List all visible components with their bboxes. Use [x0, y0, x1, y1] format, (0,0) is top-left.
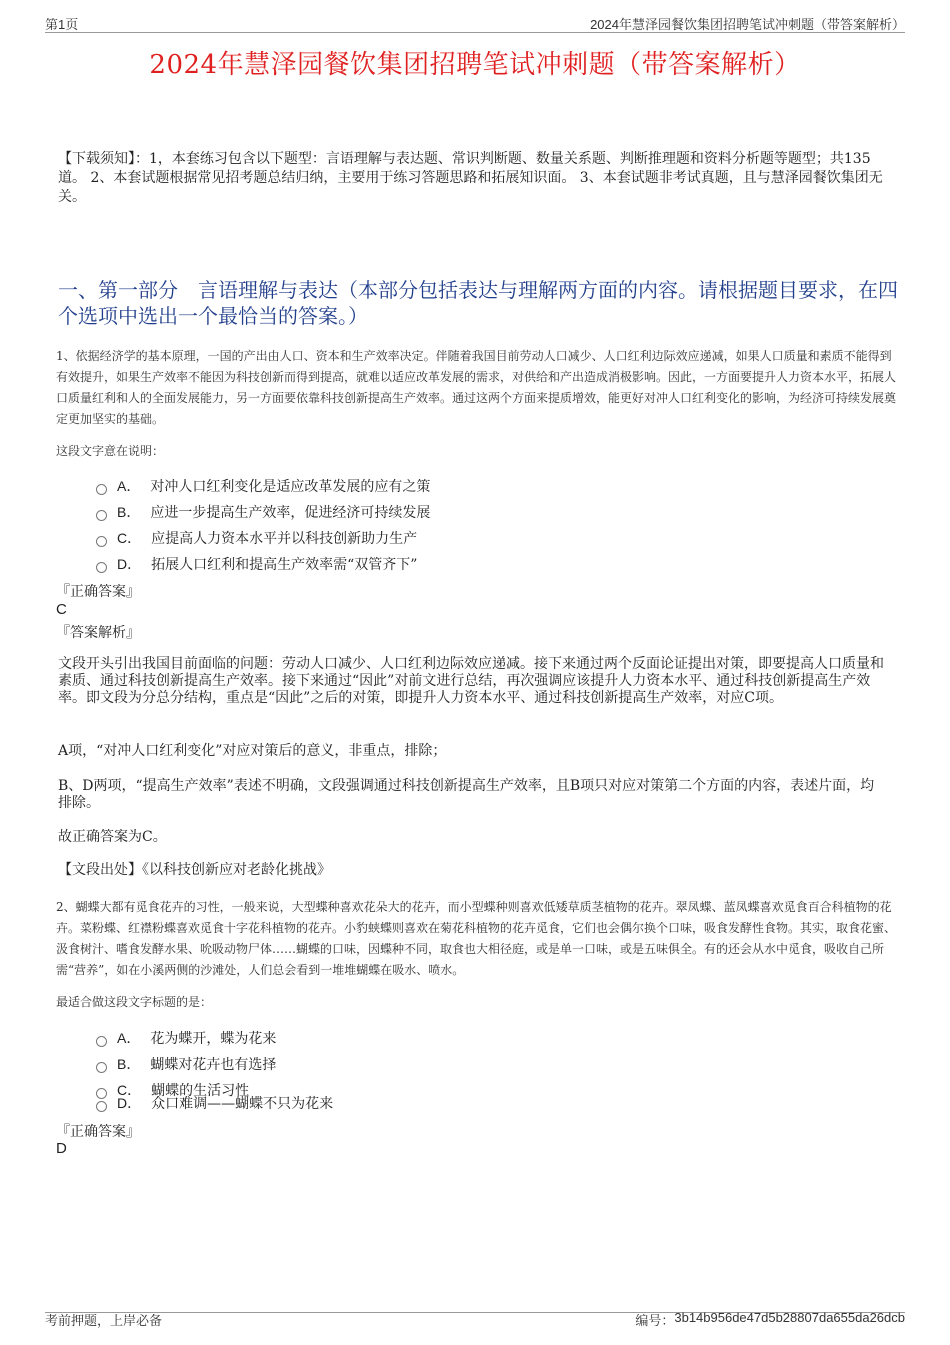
footer-code-value: 3b14b956de47d5b28807da655da26dcb	[674, 1310, 905, 1325]
question-2-prompt: 最适合做这段文字标题的是：	[56, 995, 213, 1009]
radio-icon[interactable]	[96, 484, 107, 495]
q2-answer-label: 『正确答案』	[56, 1124, 140, 1140]
q1-analysis-a: A项，“对冲人口红利变化”对应对策后的意义，非重点，排除；	[58, 743, 447, 759]
q2-answer-value: D	[56, 1140, 67, 1157]
header-divider	[45, 32, 905, 33]
q1-option-c[interactable]: C． 应提高人力资本水平并以科技创新助力生产	[96, 528, 417, 548]
footer-code-label: 编号：	[635, 1314, 675, 1329]
q1-answer-label: 『正确答案』	[56, 584, 140, 600]
q1-analysis-conclusion: 故正确答案为C。	[58, 829, 167, 845]
q2-option-a[interactable]: A． 花为蝶开，蝶为花来	[96, 1028, 276, 1048]
q1-analysis-bd: B、D两项，“提高生产效率”表述不明确，文段强调通过科技创新提高生产效率，且B项只对应对策第二个方面的内容，表述片面，均排除。	[58, 778, 875, 811]
question-1-prompt: 这段文字意在说明：	[56, 444, 165, 458]
page-title: 2024年慧泽园餐饮集团招聘笔试冲刺题（带答案解析）	[149, 50, 801, 80]
radio-icon[interactable]	[96, 1036, 107, 1047]
question-2-text: 2、蝴蝶大都有觅食花卉的习性，一般来说，大型蝶种喜欢花朵大的花卉，而小型蝶种则喜欢低矮草质茎植物的花卉。翠凤蝶、蓝凤蝶喜欢觅食百合科植物的花卉。菜粉蝶、红襟粉蝶喜欢觅食十字花科植物的花卉。小豹蛱蝶则喜欢在菊花科植物的花卉觅食，它们也会偶尔换个口味，吸食发酵性食物。其实，取食花蜜、汲食树汁、嗜食发酵水果、吮吸动物尸体……蝴蝶的口味，因蝶种不同，取食也大相径庭，或是单一口味，或是五味俱全。有的还会从水中觅食，吸收自己所需“营养”，如在小溪两侧的沙滩处，人们总会看到一堆堆蝴蝶在吸水、喷水。	[56, 900, 897, 977]
radio-icon[interactable]	[96, 536, 107, 547]
q1-option-d[interactable]: D． 拓展人口红利和提高生产效率需“双管齐下”	[96, 554, 417, 574]
q2-option-c[interactable]: C． 蝴蝶的生活习性	[96, 1080, 249, 1100]
q1-analysis-paragraph: 文段开头引出我国目前面临的问题：劳动人口减少、人口红利边际效应递减。接下来通过两个反面论证提出对策，即要提高人口质量和素质、通过科技创新提高生产效率。接下来通过“因此”对前文进行总结，再次强调应该提升人力资本水平、通过科技创新提高生产效率。即文段为分总分结构，重点是“因此”之后的对策，即提升人力资本水平、通过科技创新提高生产效率，对应C项。	[58, 656, 884, 706]
download-notice: 【下载须知】：1，本套练习包含以下题型：言语理解与表达题、常识判断题、数量关系题、判断推理题和资料分析题等题型；共135道。 2、本套试题根据常见招考题总结归纳，主要用于练习答题思路和拓展知识面。 3、本套试题非考试真题，且与慧泽园餐饮集团无关。	[58, 151, 883, 205]
header-doc-title: 2024年慧泽园餐饮集团招聘笔试冲刺题（带答案解析）	[590, 17, 905, 32]
q1-option-a[interactable]: A． 对冲人口红利变化是适应改革发展的应有之策	[96, 476, 430, 496]
radio-icon[interactable]	[96, 1101, 107, 1112]
header-page-number: 第1页	[45, 17, 79, 32]
q2-option-d[interactable]: D． 众口难调——蝴蝶不只为花来	[96, 1093, 333, 1113]
footer-code	[635, 1310, 905, 1329]
question-1-text: 1、依据经济学的基本原理，一国的产出由人口、资本和生产效率决定。伴随着我国目前劳动人口减少、人口红利边际效应递减，如果人口质量和素质不能得到有效提升，如果生产效率不能因为科技创新而得到提高，就难以适应改革发展的需求，对供给和产出造成消极影响。因此，一方面要提升人力资本水平，拓展人口质量红利和人的全面发展能力，另一方面要依靠科技创新提高生产效率。通过这两个方面来提质增效，能更好对冲人口红利变化的影响，为经济可持续发展奠定更加坚实的基础。	[56, 349, 897, 426]
q1-source: 【文段出处】《以科技创新应对老龄化挑战》	[58, 862, 331, 878]
radio-icon[interactable]	[96, 510, 107, 521]
q1-option-b[interactable]: B． 应进一步提高生产效率，促进经济可持续发展	[96, 502, 430, 522]
section-heading: 一、第一部分 言语理解与表达（本部分包括表达与理解两方面的内容。请根据题目要求，在四个选项中选出一个最恰当的答案。）	[58, 278, 898, 328]
q1-analysis-label: 『答案解析』	[56, 625, 140, 641]
q1-answer-value: C	[56, 601, 67, 618]
radio-icon[interactable]	[96, 1062, 107, 1073]
footer-slogan: 考前押题，上岸必备	[45, 1314, 163, 1329]
radio-icon[interactable]	[96, 562, 107, 573]
q2-option-b[interactable]: B． 蝴蝶对花卉也有选择	[96, 1054, 276, 1074]
